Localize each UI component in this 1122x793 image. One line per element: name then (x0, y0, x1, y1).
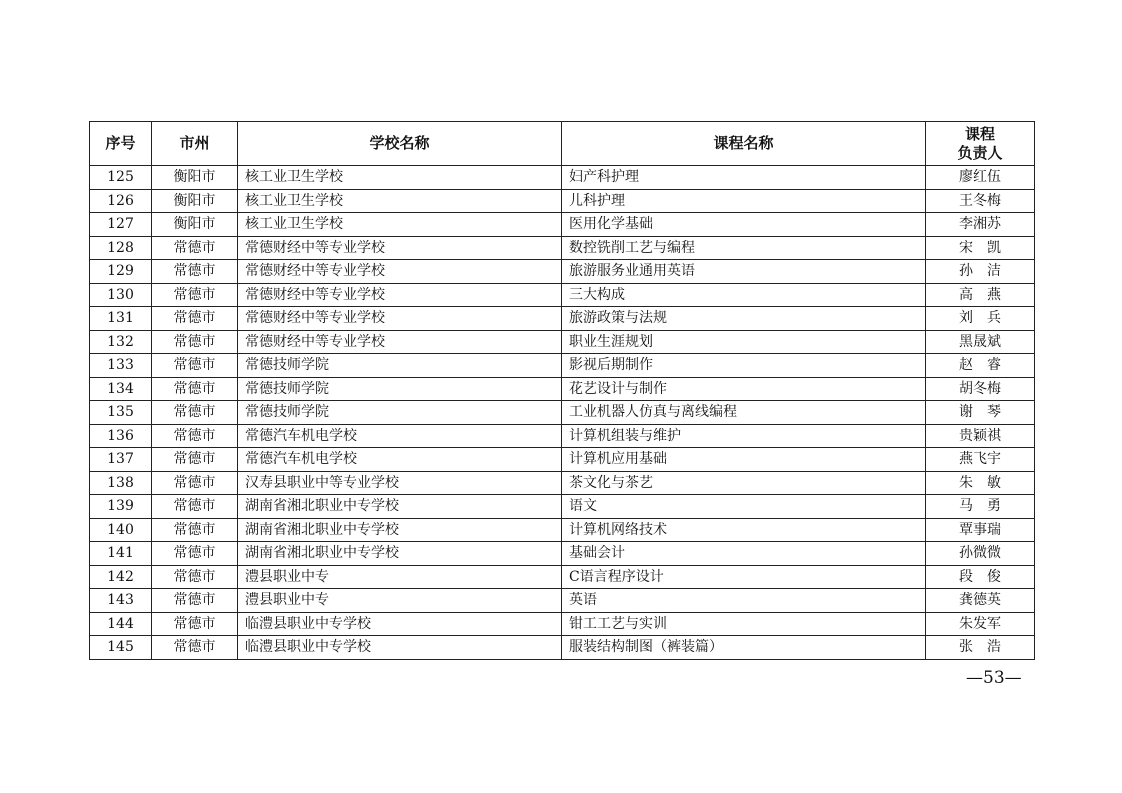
cell-person: 李湘苏 (926, 213, 1035, 237)
cell-no: 133 (90, 354, 152, 378)
cell-course: 茶文化与茶艺 (562, 471, 926, 495)
table-row (90, 283, 1035, 307)
course-table (89, 121, 1035, 660)
table-row (90, 518, 1035, 542)
cell-no: 134 (90, 377, 152, 401)
cell-person: 宋 凯 (926, 236, 1035, 260)
cell-no: 143 (90, 589, 152, 613)
cell-course: 基础会计 (562, 542, 926, 566)
cell-city: 常德市 (152, 330, 238, 354)
table-row (90, 260, 1035, 284)
cell-person: 高 燕 (926, 283, 1035, 307)
cell-person: 赵 睿 (926, 354, 1035, 378)
cell-course: 三大构成 (562, 283, 926, 307)
cell-person: 朱 敏 (926, 471, 1035, 495)
cell-school: 湖南省湘北职业中专学校 (238, 495, 562, 519)
cell-person: 胡冬梅 (926, 377, 1035, 401)
table-row (90, 542, 1035, 566)
cell-person: 张 浩 (926, 636, 1035, 660)
cell-person: 贵颖祺 (926, 424, 1035, 448)
cell-person: 廖红伍 (926, 166, 1035, 190)
cell-city: 衡阳市 (152, 166, 238, 190)
cell-school: 常德财经中等专业学校 (238, 330, 562, 354)
cell-person: 刘 兵 (926, 307, 1035, 331)
table-row (90, 636, 1035, 660)
cell-no: 132 (90, 330, 152, 354)
cell-school: 澧县职业中专 (238, 565, 562, 589)
cell-person: 覃事瑞 (926, 518, 1035, 542)
cell-course: 医用化学基础 (562, 213, 926, 237)
cell-city: 常德市 (152, 612, 238, 636)
cell-no: 141 (90, 542, 152, 566)
cell-school: 常德技师学院 (238, 401, 562, 425)
table-header-row (90, 122, 1035, 166)
cell-city: 常德市 (152, 448, 238, 472)
cell-school: 核工业卫生学校 (238, 213, 562, 237)
table-row (90, 354, 1035, 378)
header-person-line2: 负责人 (957, 143, 1003, 162)
table-row (90, 213, 1035, 237)
table-row (90, 236, 1035, 260)
cell-person: 谢 琴 (926, 401, 1035, 425)
cell-no: 136 (90, 424, 152, 448)
cell-no: 142 (90, 565, 152, 589)
cell-no: 129 (90, 260, 152, 284)
header-no: 序号 (90, 122, 152, 166)
table-row (90, 307, 1035, 331)
cell-school: 常德汽车机电学校 (238, 424, 562, 448)
cell-no: 140 (90, 518, 152, 542)
table-row (90, 330, 1035, 354)
cell-no: 145 (90, 636, 152, 660)
cell-person: 孙微微 (926, 542, 1035, 566)
cell-course: 英语 (562, 589, 926, 613)
table-row (90, 424, 1035, 448)
cell-city: 常德市 (152, 260, 238, 284)
cell-course: 花艺设计与制作 (562, 377, 926, 401)
table-row (90, 189, 1035, 213)
table-row (90, 166, 1035, 190)
cell-city: 常德市 (152, 471, 238, 495)
cell-course: 计算机组装与维护 (562, 424, 926, 448)
cell-course: 计算机网络技术 (562, 518, 926, 542)
cell-city: 常德市 (152, 565, 238, 589)
cell-course: 旅游政策与法规 (562, 307, 926, 331)
cell-city: 常德市 (152, 636, 238, 660)
table-row (90, 471, 1035, 495)
cell-person: 段 俊 (926, 565, 1035, 589)
cell-city: 常德市 (152, 236, 238, 260)
cell-city: 常德市 (152, 377, 238, 401)
cell-school: 常德汽车机电学校 (238, 448, 562, 472)
cell-city: 常德市 (152, 307, 238, 331)
cell-person: 黑晟斌 (926, 330, 1035, 354)
cell-person: 龚德英 (926, 589, 1035, 613)
table-row (90, 401, 1035, 425)
cell-person: 燕飞宇 (926, 448, 1035, 472)
cell-school: 常德技师学院 (238, 354, 562, 378)
cell-no: 126 (90, 189, 152, 213)
cell-school: 常德财经中等专业学校 (238, 283, 562, 307)
cell-course: 工业机器人仿真与离线编程 (562, 401, 926, 425)
table-row (90, 377, 1035, 401)
header-city: 市州 (152, 122, 238, 166)
cell-course: 钳工工艺与实训 (562, 612, 926, 636)
cell-no: 130 (90, 283, 152, 307)
cell-course: 儿科护理 (562, 189, 926, 213)
cell-course: 旅游服务业通用英语 (562, 260, 926, 284)
cell-school: 湖南省湘北职业中专学校 (238, 542, 562, 566)
cell-school: 汉寿县职业中等专业学校 (238, 471, 562, 495)
cell-person: 王冬梅 (926, 189, 1035, 213)
cell-city: 常德市 (152, 401, 238, 425)
header-course: 课程名称 (562, 122, 926, 166)
cell-no: 138 (90, 471, 152, 495)
cell-city: 常德市 (152, 424, 238, 448)
cell-city: 常德市 (152, 542, 238, 566)
cell-school: 常德财经中等专业学校 (238, 260, 562, 284)
cell-course: 语文 (562, 495, 926, 519)
header-person-line1: 课程 (964, 124, 995, 143)
cell-school: 临澧县职业中专学校 (238, 612, 562, 636)
cell-course: 职业生涯规划 (562, 330, 926, 354)
cell-no: 135 (90, 401, 152, 425)
cell-course: C语言程序设计 (562, 565, 926, 589)
cell-no: 144 (90, 612, 152, 636)
cell-no: 128 (90, 236, 152, 260)
cell-school: 常德财经中等专业学校 (238, 307, 562, 331)
cell-no: 127 (90, 213, 152, 237)
header-school: 学校名称 (238, 122, 562, 166)
cell-school: 常德财经中等专业学校 (238, 236, 562, 260)
cell-school: 核工业卫生学校 (238, 189, 562, 213)
cell-no: 139 (90, 495, 152, 519)
table-row (90, 495, 1035, 519)
cell-course: 影视后期制作 (562, 354, 926, 378)
table-row (90, 448, 1035, 472)
table-row (90, 589, 1035, 613)
cell-school: 湖南省湘北职业中专学校 (238, 518, 562, 542)
cell-city: 常德市 (152, 283, 238, 307)
cell-no: 125 (90, 166, 152, 190)
cell-person: 朱发军 (926, 612, 1035, 636)
cell-city: 常德市 (152, 495, 238, 519)
cell-course: 计算机应用基础 (562, 448, 926, 472)
cell-school: 核工业卫生学校 (238, 166, 562, 190)
cell-city: 衡阳市 (152, 189, 238, 213)
cell-city: 常德市 (152, 518, 238, 542)
cell-no: 131 (90, 307, 152, 331)
table-row (90, 612, 1035, 636)
cell-city: 衡阳市 (152, 213, 238, 237)
cell-city: 常德市 (152, 354, 238, 378)
cell-course: 服装结构制图（裤装篇） (562, 636, 926, 660)
table-row (90, 565, 1035, 589)
cell-school: 澧县职业中专 (238, 589, 562, 613)
cell-city: 常德市 (152, 589, 238, 613)
cell-school: 常德技师学院 (238, 377, 562, 401)
cell-no: 137 (90, 448, 152, 472)
cell-person: 马 勇 (926, 495, 1035, 519)
cell-course: 数控铣削工艺与编程 (562, 236, 926, 260)
cell-course: 妇产科护理 (562, 166, 926, 190)
cell-school: 临澧县职业中专学校 (238, 636, 562, 660)
header-person (926, 122, 1035, 166)
cell-person: 孙 洁 (926, 260, 1035, 284)
page-number: —53— (966, 668, 1022, 688)
